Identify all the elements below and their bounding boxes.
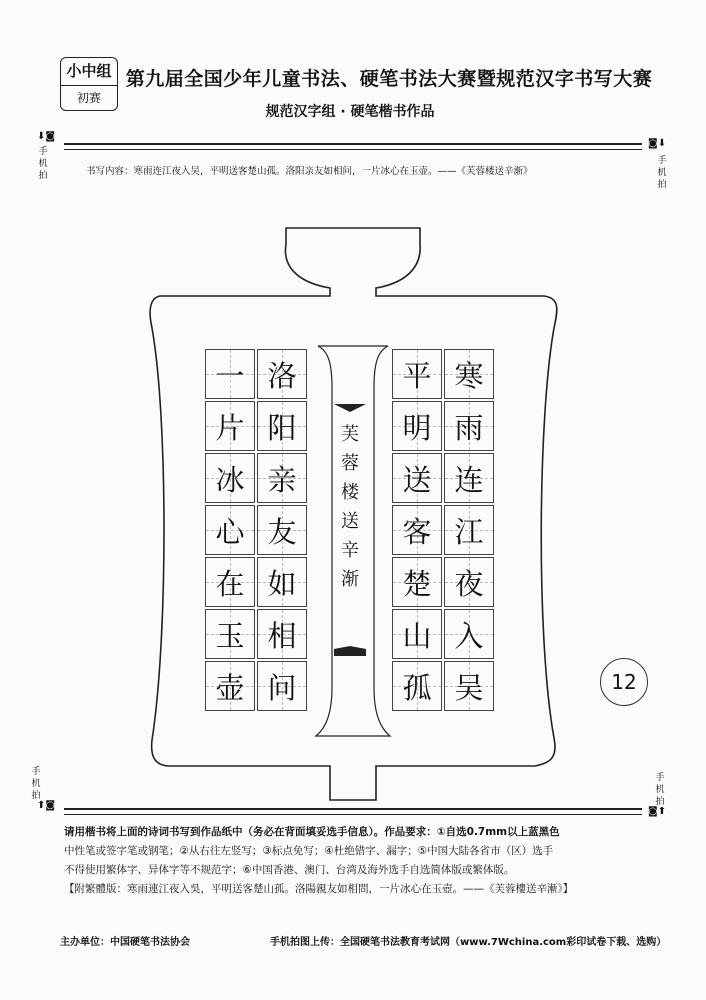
grid-character: 平 [402,358,432,393]
organizer: 主办单位：中国硬笔书法协会 [60,937,190,948]
grid-cell [444,453,494,503]
grid-character: 入 [454,618,484,653]
grid-cell [444,349,494,399]
grid-cell [392,557,442,607]
camera-icon: ⬆◙ [37,800,56,811]
grid-character: 连 [454,462,484,497]
grid-character: 楚 [402,566,432,601]
grid-character: 玉 [215,618,245,653]
score-mark: 12 [600,658,648,706]
grid-cell [392,505,442,555]
grid-character: 孤 [402,670,432,705]
grid-cell [257,661,307,711]
grid-character: 吴 [454,670,484,705]
grid-cell [257,505,307,555]
left-character-grid [205,349,307,711]
group-badge [60,57,118,111]
top-rule [64,143,642,145]
writing-content: 书写内容：寒雨连江夜入吴，平明送客楚山孤。洛阳亲友如相问，一片冰心在玉壶。——《芙蓉楼送辛渐》 [86,166,533,177]
grid-character: 阳 [267,410,297,445]
requirements-line-2: 中性笔或签字笔或钢笔；②从右往左竖写；③标点免写；④杜绝错字、漏字；⑤中国大陆各省市（区）选手 [64,845,554,857]
page-subtitle: 规范汉字组 · 硬笔楷书作品 [265,104,435,120]
grid-character: 一 [215,358,245,393]
grid-cell [392,609,442,659]
grid-cell [257,401,307,451]
upload-info: 手机拍图上传：全国硬笔书法教育考试网（www.7Wchina.com彩印试卷下载、选购） [270,937,667,948]
grid-cell [205,401,255,451]
grid-character: 壶 [215,670,245,705]
grid-cell [205,349,255,399]
grid-cell [257,453,307,503]
badge-group-label: 小中组 [61,58,117,86]
grid-character: 送 [402,462,432,497]
camera-icon: ◙⬆ [648,806,667,817]
bottom-rule-thin [64,814,642,815]
page-title: 第九届全国少年儿童书法、硬笔书法大赛暨规范汉字书写大赛 [125,68,653,90]
camera-icon: ⬇◙ [37,131,56,142]
grid-cell [257,557,307,607]
grid-character: 洛 [267,358,297,393]
poem-title-vertical: 芙 蓉 楼 送 辛 渐 [341,424,359,590]
top-rule-thin [64,149,642,150]
requirements-line-1: 请用楷书将上面的诗词书写到作品纸中（务必在背面填妥选手信息）。作品要求：①自选0.7mm以上蓝黑色 [64,826,560,838]
grid-character: 友 [267,514,297,549]
grid-cell [205,609,255,659]
grid-cell [392,401,442,451]
traditional-version: 【附繁體版：寒雨連江夜入吳，平明送客楚山孤。洛陽親友如相問，一片冰心在玉壺。——《芙蓉樓送辛漸》】 [64,883,574,895]
grid-character: 问 [267,670,297,705]
side-label-top-right: 手机拍 [657,156,667,190]
grid-cell [205,661,255,711]
grid-character: 片 [215,410,245,445]
side-label-bottom-left: 手机拍 [31,767,41,801]
grid-character: 明 [402,410,432,445]
grid-character: 夜 [454,566,484,601]
side-label-bottom-right: 手机拍 [655,773,665,807]
grid-cell [392,349,442,399]
grid-character: 相 [267,618,297,653]
grid-character: 亲 [267,462,297,497]
grid-cell [444,661,494,711]
grid-cell [392,661,442,711]
grid-cell [205,557,255,607]
bottom-rule [64,808,642,810]
grid-cell [205,453,255,503]
right-character-grid [392,349,494,711]
grid-character: 客 [402,514,432,549]
grid-cell [444,505,494,555]
grid-character: 冰 [215,462,245,497]
grid-character: 山 [402,618,432,653]
grid-cell [444,557,494,607]
badge-round-label: 初赛 [76,91,101,105]
grid-character: 寒 [454,358,484,393]
side-label-top-left: 手机拍 [38,147,48,181]
grid-cell [205,505,255,555]
requirements [64,823,644,899]
grid-cell [392,453,442,503]
requirements-line-3: 不得使用繁体字、异体字等不规范字；⑥中国香港、澳门、台湾及海外选手自选简体版或繁体版。 [64,864,515,876]
camera-icon: ◙⬇ [648,138,667,149]
grid-cell [257,609,307,659]
grid-character: 在 [215,566,245,601]
grid-character: 江 [454,514,484,549]
grid-cell [444,401,494,451]
grid-character: 雨 [454,410,484,445]
grid-character: 心 [215,514,245,549]
grid-cell [444,609,494,659]
grid-cell [257,349,307,399]
grid-character: 如 [267,566,297,601]
